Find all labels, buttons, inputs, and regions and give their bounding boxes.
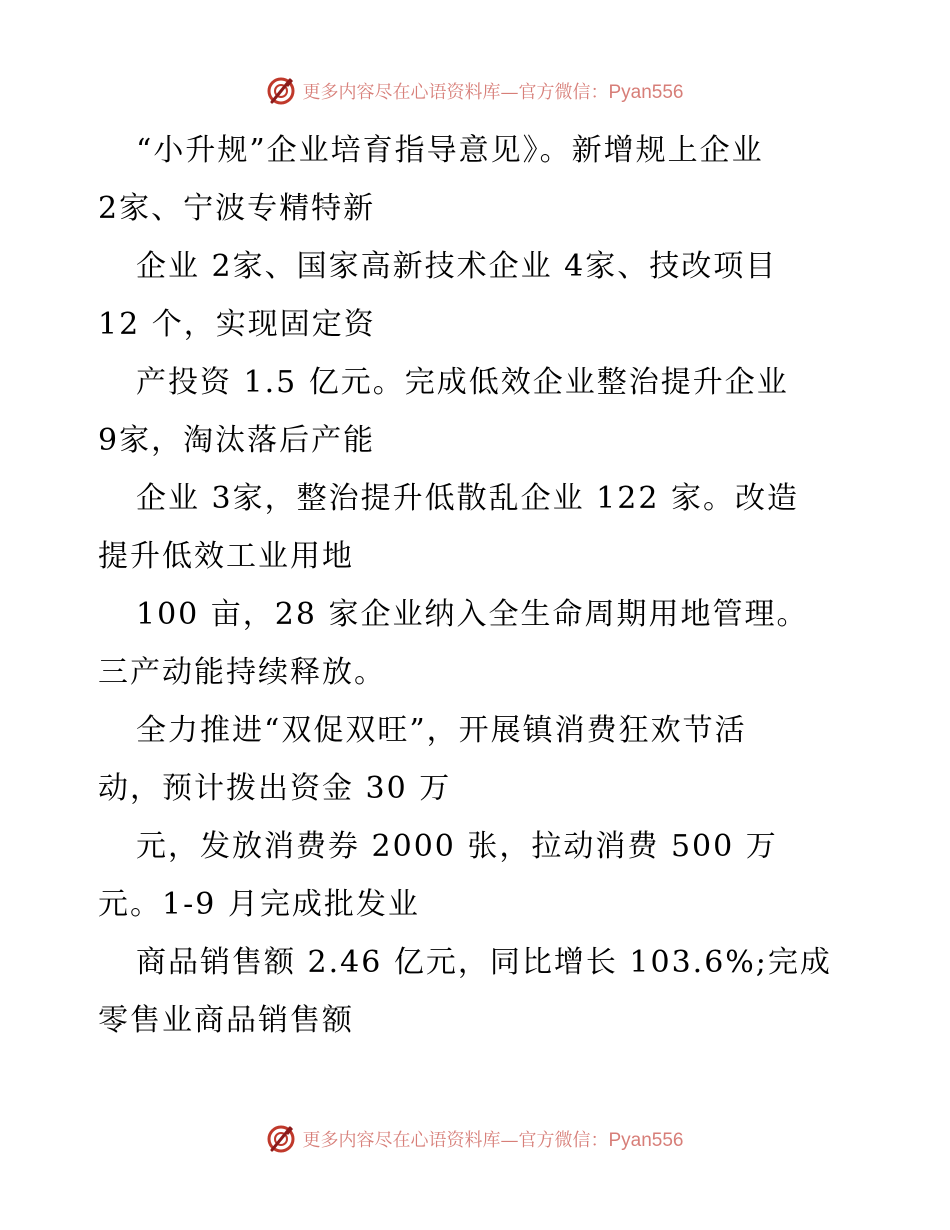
text-line: 产投资 1.5 亿元。完成低效企业整治提升企业 [136, 365, 789, 400]
watermark-text-en: Pyan556 [608, 1130, 684, 1151]
text-line: 100 亩，28 家企业纳入全生命周期用地管理。 [136, 597, 809, 632]
text-line: 元。1-9 月完成批发业 [98, 887, 420, 922]
text-line: 企业 2家、国家高新技术企业 4家、技改项目 [136, 249, 778, 284]
text-line: 商品销售额 2.46 亿元，同比增长 103.6%;完成 [136, 945, 832, 980]
watermark-text-en: Pyan556 [608, 82, 684, 103]
text-line: 提升低效工业用地 [98, 539, 354, 574]
text-line: 三产动能持续释放。 [98, 655, 386, 690]
pen-logo-icon [266, 76, 296, 106]
watermark-text [302, 1126, 683, 1152]
watermark-text [302, 78, 683, 104]
text-line: 动，预计拨出资金 30 万 [98, 771, 452, 806]
header-watermark [0, 71, 950, 111]
text-line: 元，发放消费券 2000 张，拉动消费 500 万 [136, 829, 778, 864]
watermark-text-cn: 更多内容尽在心语资料库—官方微信： [302, 1130, 609, 1151]
watermark-text-cn: 更多内容尽在心语资料库—官方微信： [302, 82, 609, 103]
text-line: 企业 3家，整治提升低散乱企业 122 家。改造 [136, 481, 799, 516]
text-line: 9家，淘汰落后产能 [98, 423, 376, 458]
pen-logo-icon [266, 1124, 296, 1154]
text-line: 12 个，实现固定资 [98, 307, 376, 342]
footer-watermark [0, 1119, 950, 1159]
text-line: 全力推进“双促双旺”，开展镇消费狂欢节活 [136, 713, 747, 748]
document-body [98, 122, 858, 1050]
text-line: “小升规”企业培育指导意见》。新增规上企业 [136, 133, 764, 168]
text-line: 2家、宁波专精特新 [98, 191, 376, 226]
text-line: 零售业商品销售额 [98, 1003, 354, 1038]
